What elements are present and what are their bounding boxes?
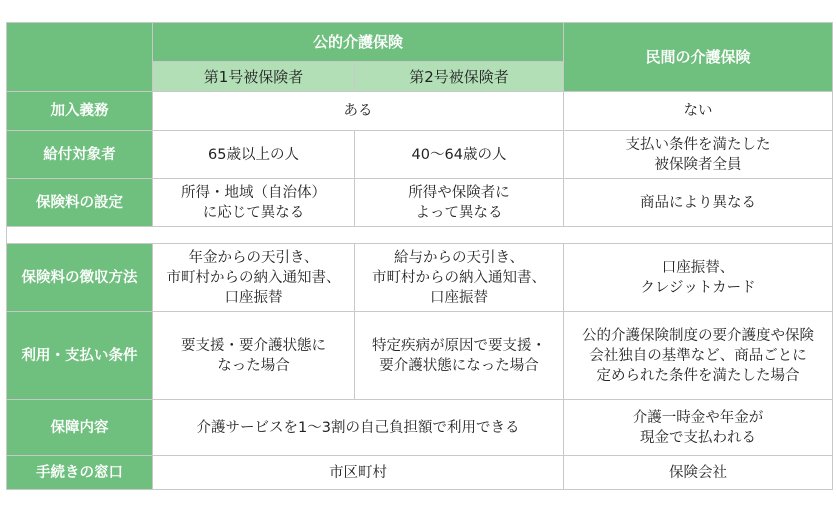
- office-private: 保険会社: [564, 456, 833, 490]
- row-label-conditions: 利用・支払い条件: [7, 312, 153, 400]
- header-private-insurance: 民間の介護保険: [564, 23, 833, 92]
- row-label-eligible: 給付対象者: [7, 131, 153, 179]
- spacer-cell: [7, 227, 833, 244]
- spacer-row: [7, 227, 833, 244]
- header-corner: [7, 23, 153, 92]
- row-label-enrollment: 加入義務: [7, 92, 153, 131]
- conditions-type2: 特定疾病が原因で要支援・ 要介護状態になった場合: [372, 337, 546, 374]
- enrollment-private: ない: [564, 92, 833, 131]
- premium-type1: 所得・地域（自治体） に応じて異なる: [181, 184, 326, 221]
- enrollment-public: ある: [153, 92, 564, 131]
- conditions-type1: 要支援・要介護状態に なった場合: [181, 337, 326, 374]
- collection-private: 口座振替、 クレジットカード: [640, 259, 756, 296]
- header-public-insurance: 公的介護保険: [153, 23, 564, 62]
- premium-private: 商品により異なる: [564, 179, 833, 227]
- row-conditions: [7, 312, 833, 400]
- row-collection: [7, 244, 833, 312]
- row-eligible: [7, 131, 833, 179]
- row-premium: [7, 179, 833, 227]
- eligible-private: 支払い条件を満たした 被保険者全員: [625, 136, 771, 173]
- header-type2-insured: 第2号被保険者: [355, 62, 564, 92]
- row-label-office: 手続きの窓口: [7, 456, 153, 490]
- care-insurance-comparison-table: [6, 22, 833, 490]
- eligible-type2: 40〜64歳の人: [355, 131, 564, 179]
- collection-type1: 年金からの天引き、 市町村からの納入通知書、 口座振替: [166, 249, 341, 306]
- eligible-type1: 65歳以上の人: [153, 131, 355, 179]
- premium-type2: 所得や保険者に よって異なる: [408, 184, 510, 221]
- header-type1-insured: 第1号被保険者: [153, 62, 355, 92]
- row-label-coverage: 保障内容: [7, 400, 153, 456]
- row-label-collection: 保険料の徴収方法: [7, 244, 153, 312]
- row-enrollment: [7, 92, 833, 131]
- header-row-1: [7, 23, 833, 62]
- coverage-private: 介護一時金や年金が 現金で支払われる: [632, 409, 764, 446]
- coverage-public: 介護サービスを1〜3割の自己負担額で利用できる: [153, 400, 564, 456]
- comparison-table-wrapper: [6, 22, 833, 490]
- collection-type2: 給与からの天引き、 市町村からの納入通知書、 口座振替: [372, 249, 546, 306]
- conditions-private: 公的介護保険制度の要介護度や保険 会社独自の基準など、商品ごとに 定められた条件を満たした場合: [582, 327, 815, 384]
- row-coverage: [7, 400, 833, 456]
- office-public: 市区町村: [153, 456, 564, 490]
- row-office: [7, 456, 833, 490]
- row-label-premium: 保険料の設定: [7, 179, 153, 227]
